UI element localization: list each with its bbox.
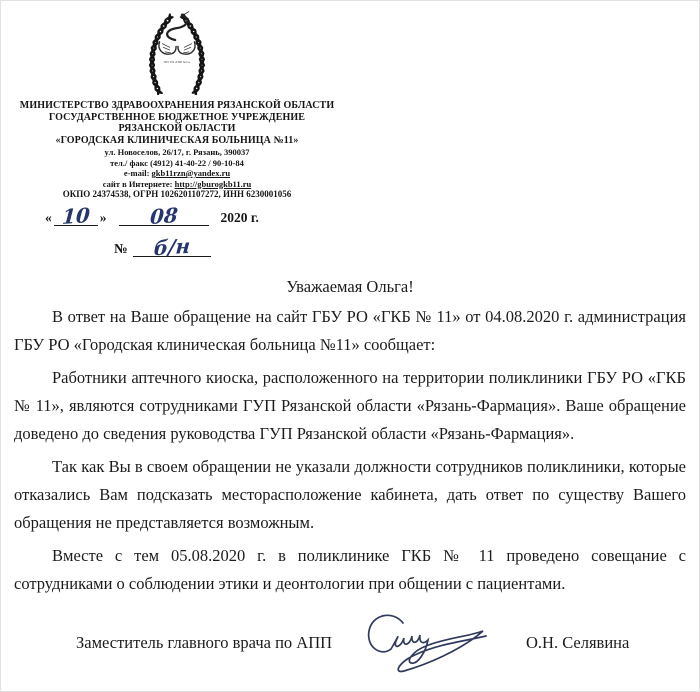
- number-handwritten: б/н: [152, 233, 191, 261]
- paragraph: Работники аптечного киоска, расположенного на территории поликлиники ГБУ РО «ГКБ № 11», являются сотрудниками ГУП Рязанской области «Рязань-Фармация». Ваше обращение доведено до сведения руководства ГУП Рязанской области «Рязань-Фармация».: [14, 368, 686, 443]
- logo-caption: ГБУ РО «ГКБ №11»: [163, 59, 191, 64]
- date-day-blank: [54, 202, 98, 230]
- signer-position-title: Заместитель главного врача по АПП: [76, 633, 333, 652]
- website-label: сайт в Интернете:: [102, 178, 175, 189]
- signature-block: [1, 619, 699, 692]
- letterhead: [11, 7, 343, 200]
- org-email-line: [11, 168, 343, 179]
- org-name-line-3: РЯЗАНСКОЙ ОБЛАСТИ: [118, 123, 236, 134]
- website-link: http://gburogkb11.ru: [174, 178, 252, 189]
- org-address: ул. Новоселов, 26/17, г. Рязань, 390037: [104, 147, 250, 157]
- date-quote-open: «: [45, 210, 52, 225]
- date-quote-close: »: [99, 210, 107, 225]
- date-month-handwritten: 08: [148, 202, 179, 230]
- date-year: 2020 г.: [220, 210, 259, 225]
- number-label: №: [114, 241, 128, 256]
- paragraph: Так как Вы в своем обращении не указали должности сотрудников поликлиники, которые отказались Вам подсказать месторасположение кабинета, дать ответ по существу Вашего обращения не представляется возможным.: [14, 457, 686, 532]
- email-link: gkb11rzn@yandex.ru: [151, 168, 231, 178]
- salutation: Уважаемая Ольга!: [286, 277, 414, 296]
- email-label: e-mail:: [123, 168, 152, 178]
- date-month-blank: [119, 202, 209, 230]
- number-line: [114, 233, 211, 261]
- hospital-logo-wreath-snake-icon: [115, 7, 239, 95]
- signer-name: О.Н. Селявина: [526, 633, 630, 652]
- org-name-line-1: МИНИСТЕРСТВО ЗДРАВООХРАНЕНИЯ РЯЗАНСКОЙ ОБЛАСТИ: [19, 100, 335, 111]
- date-line: [45, 202, 259, 230]
- hands-icon: [159, 42, 195, 54]
- paragraph: Вместе с тем 05.08.2020 г. в поликлинике ГКБ № 11 проведено совещание с сотрудниками о соблюдении этики и деонтологии при общении с пациентами.: [14, 546, 686, 593]
- number-blank: [133, 233, 211, 261]
- letter-body: [14, 273, 686, 603]
- org-name-line-2: ГОСУДАРСТВЕННОЕ БЮДЖЕТНОЕ УЧРЕЖДЕНИЕ: [48, 111, 306, 123]
- org-registration-codes: ОКПО 24374538, ОГРН 1026201107272, ИНН 6230001056: [62, 189, 292, 199]
- org-website-line: [11, 179, 343, 190]
- org-name-line-4: «ГОРОДСКАЯ КЛИНИЧЕСКАЯ БОЛЬНИЦА №11»: [55, 134, 299, 146]
- date-day-handwritten: 10: [61, 202, 91, 230]
- paragraph: В ответ на Ваше обращение на сайт ГБУ РО «ГКБ № 11» от 04.08.2020 г. администрация ГБУ РО «Городская клиническая больница №11» сообщает:: [14, 307, 686, 354]
- handwritten-signature-icon: [359, 607, 519, 687]
- org-phone: тел./ факс (4912) 41-40-22 / 90-10-84: [110, 157, 244, 168]
